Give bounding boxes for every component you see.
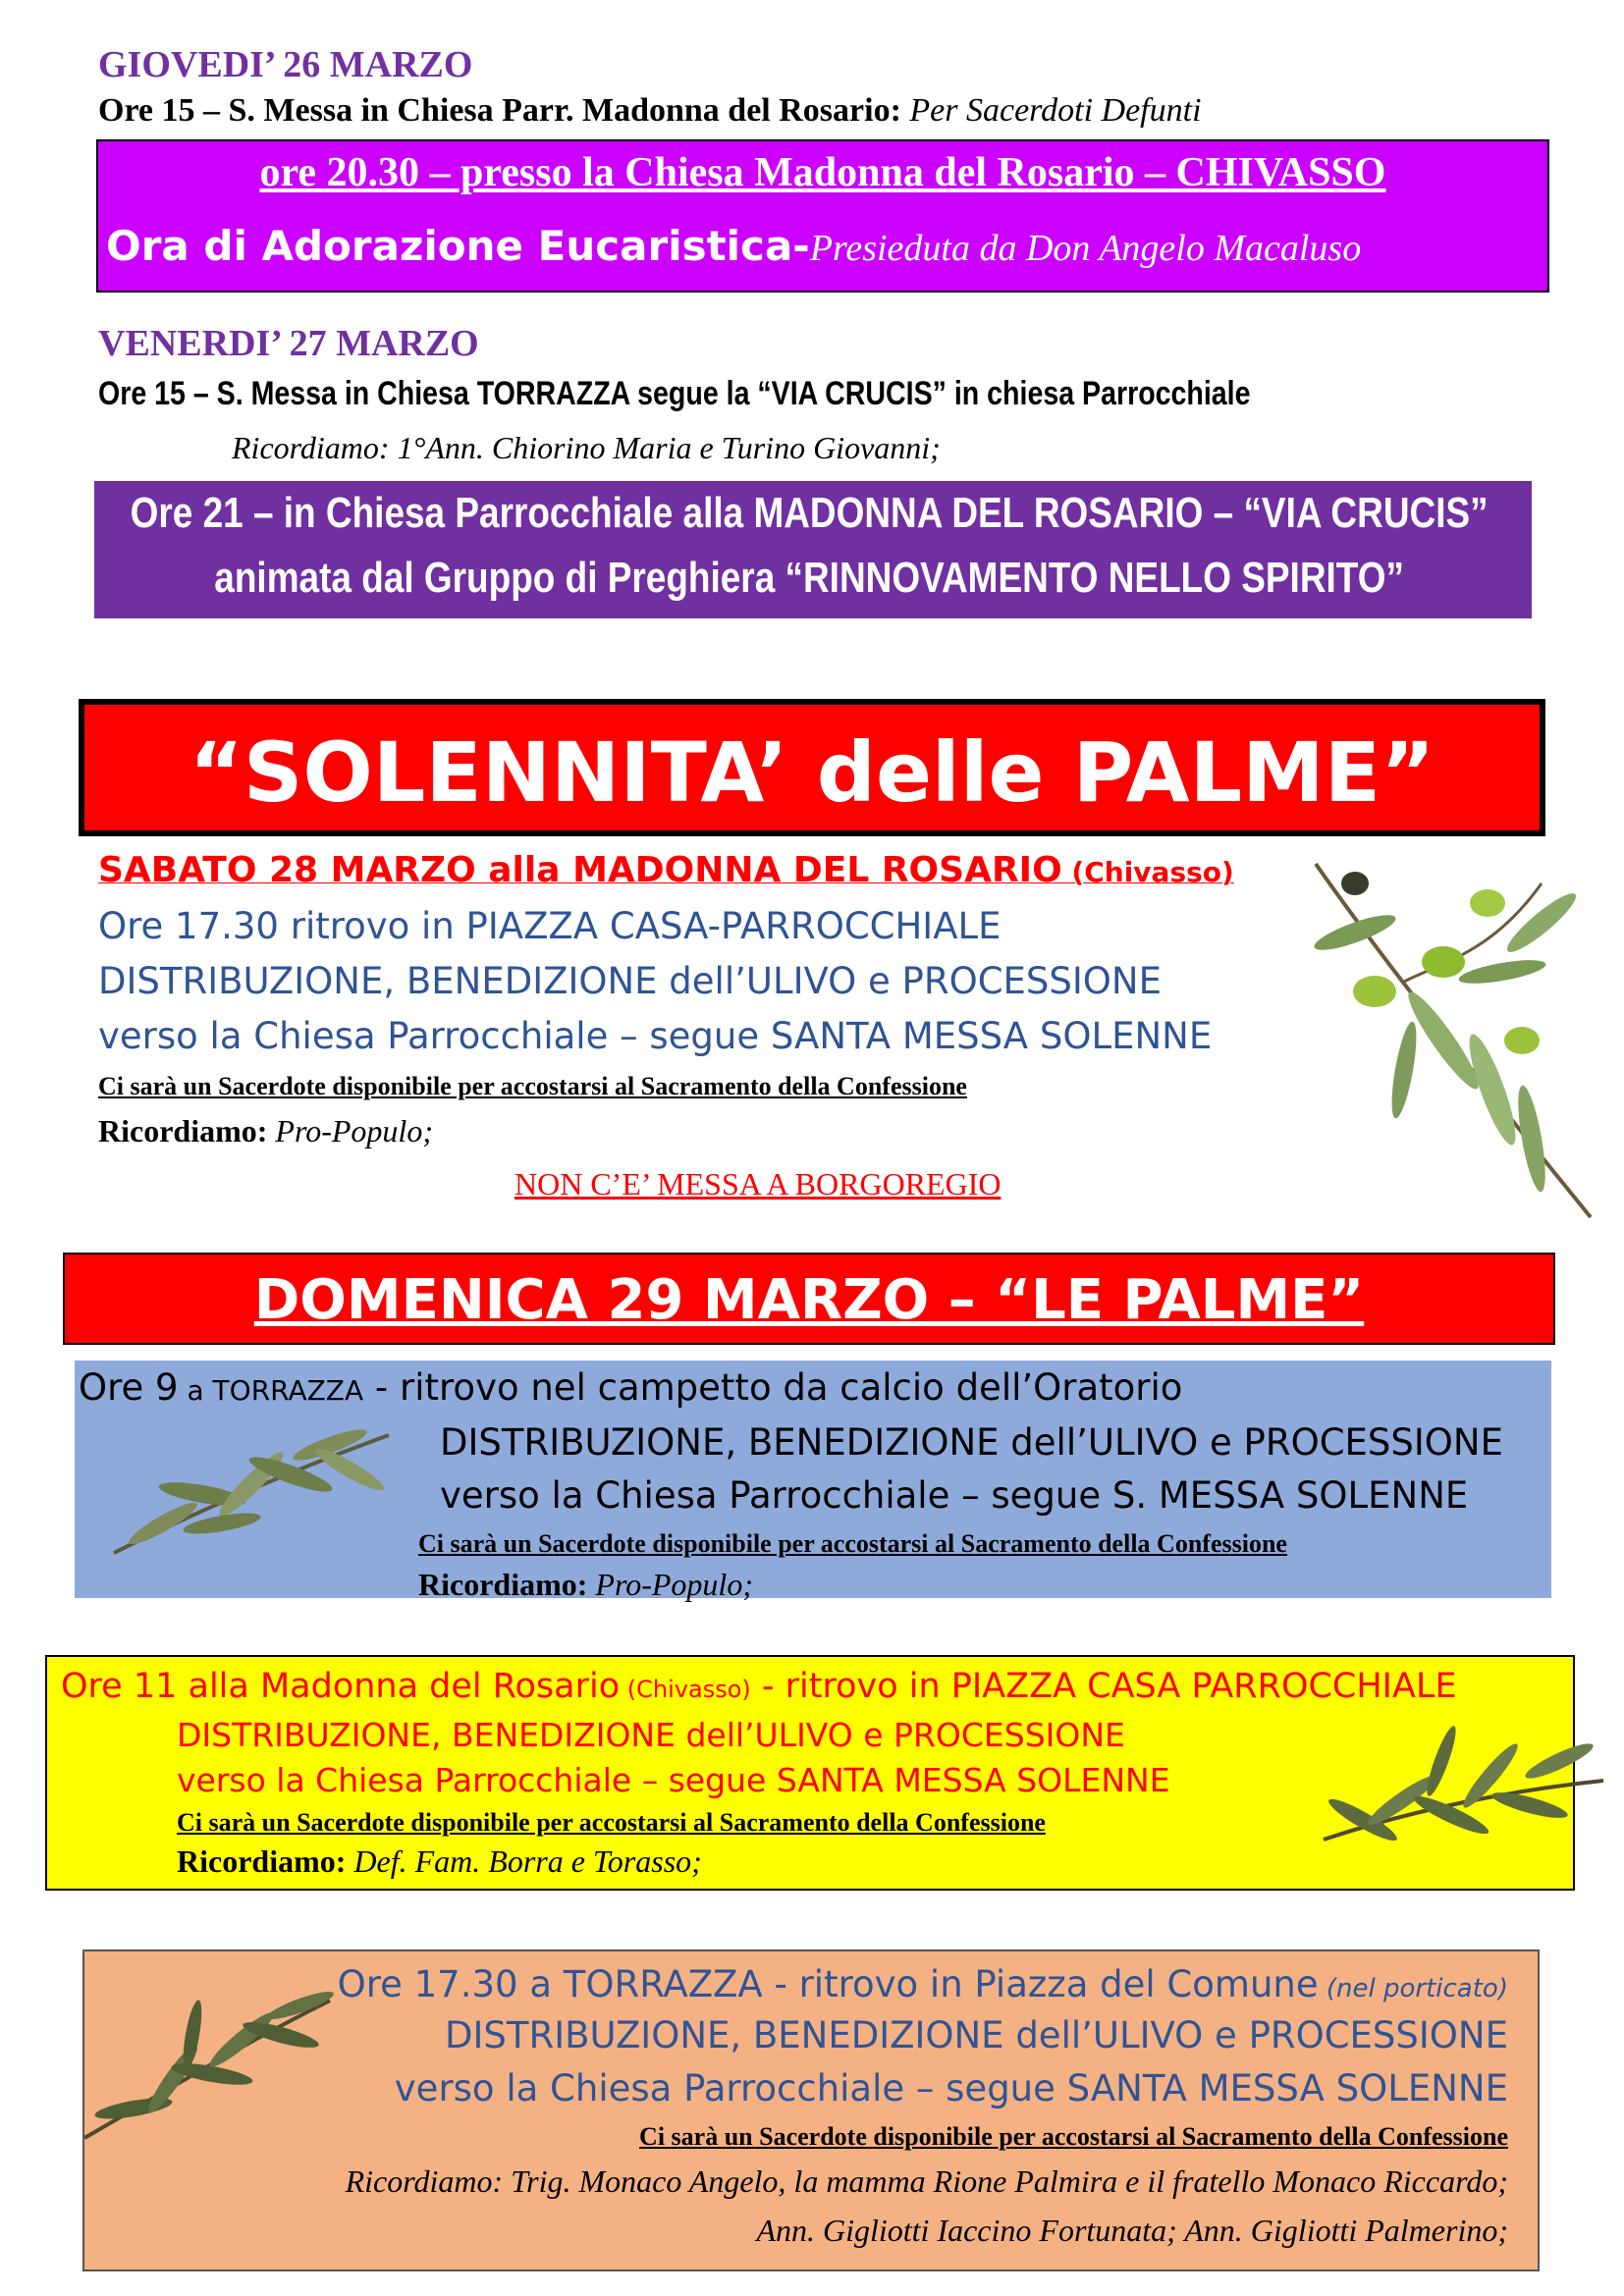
adoration-time-line: ore 20.30 – presso la Chiesa Madonna del Rosario – CHIVASSO — [259, 150, 1386, 195]
sabato-confession: Ci sarà un Sacerdote disponibile per accostarsi al Sacramento della Confessione — [98, 1072, 967, 1100]
via-crucis-line1: Ore 21 – in Chiesa Parrocchiale alla MADONNA DEL ROSARIO – “VIA CRUCIS” — [130, 489, 1489, 537]
giovedi-mass-text: Ore 15 – S. Messa in Chiesa Parr. Madonna del Rosario: — [98, 92, 901, 129]
torrazza-9-box — [75, 1361, 1551, 1602]
torrazza-1730-box — [82, 1949, 1540, 2271]
solennita-banner — [79, 699, 1545, 836]
rosario-11-line1 — [61, 1667, 1457, 1706]
via-crucis-box — [94, 481, 1532, 618]
sabato-ricordiamo — [98, 1113, 433, 1149]
torrazza-9-line1 — [79, 1366, 1182, 1409]
torrazza-9-ricordiamo-text: Pro-Populo; — [587, 1567, 753, 1602]
sabato-line2: DISTRIBUZIONE, BENEDIZIONE dell’ULIVO e PROCESSIONE — [98, 960, 1162, 1002]
torrazza-1730-porch: (nel porticato) — [1318, 1974, 1508, 2003]
adoration-title: Ora di Adorazione Eucaristica- — [106, 222, 810, 270]
sabato-heading-main: SABATO 28 MARZO alla MADONNA DEL ROSARIO — [98, 850, 1062, 890]
olive-branch-icon — [104, 1415, 399, 1563]
adoration-presider: Presieduta da Don Angelo Macaluso — [809, 228, 1362, 269]
sabato-heading-place: (Chivasso) — [1061, 856, 1234, 888]
sabato-heading — [98, 850, 1234, 890]
torrazza-9-line2: DISTRIBUZIONE, BENEDIZIONE dell’ULIVO e PROCESSIONE — [440, 1421, 1503, 1464]
torrazza-1730-line2: DISTRIBUZIONE, BENEDIZIONE dell’ULIVO e PROCESSIONE — [445, 2014, 1508, 2056]
rosario-11-ricordiamo — [177, 1843, 702, 1880]
olive-branch-icon — [1314, 1722, 1608, 1869]
giovedi-heading: GIOVEDI’ 26 MARZO — [98, 44, 473, 85]
rosario-11-box — [45, 1655, 1575, 1891]
via-crucis-line2: animata dal Gruppo di Preghiera “RINNOVAMENTO NELLO SPIRITO” — [214, 554, 1404, 602]
torrazza-9-time: Ore 9 — [79, 1366, 179, 1409]
sabato-ricordiamo-text: Pro-Populo; — [267, 1113, 433, 1148]
rosario-11-meet: - ritrovo in PIAZZA CASA PARROCCHIALE — [750, 1667, 1457, 1706]
giovedi-mass-intention: Per Sacerdoti Defunti — [900, 92, 1202, 129]
rosario-11-time: Ore 11 alla Madonna del Rosario — [61, 1667, 621, 1706]
torrazza-1730-ricordiamo2: Ann. Gigliotti Iaccino Fortunata; Ann. Gigliotti Palmerino; — [756, 2213, 1508, 2248]
torrazza-1730-confession: Ci sarà un Sacerdote disponibile per accostarsi al Sacramento della Confessione — [639, 2122, 1508, 2151]
torrazza-9-confession: Ci sarà un Sacerdote disponibile per accostarsi al Sacramento della Confessione — [418, 1529, 1287, 1558]
sabato-line3: verso la Chiesa Parrocchiale – segue SANTA MESSA SOLENNE — [98, 1015, 1213, 1057]
torrazza-1730-line1 — [338, 1963, 1508, 2005]
torrazza-9-ricordiamo-label: Ricordiamo: — [418, 1567, 588, 1602]
rosario-11-line3: verso la Chiesa Parrocchiale – segue SANTA MESSA SOLENNE — [177, 1761, 1170, 1799]
torrazza-9-meet: - ritrovo nel campetto da calcio dell’Oratorio — [363, 1366, 1183, 1409]
olive-branch-icon — [84, 1981, 340, 2148]
domenica-title: DOMENICA 29 MARZO – “LE PALME” — [253, 1268, 1365, 1332]
venerdi-heading: VENERDI’ 27 MARZO — [98, 323, 479, 364]
torrazza-1730-line3: verso la Chiesa Parrocchiale – segue SANTA MESSA SOLENNE — [394, 2067, 1508, 2109]
borgoregio-notice: NON C’E’ MESSA A BORGOREGIO — [514, 1166, 1001, 1201]
domenica-banner — [63, 1253, 1555, 1345]
rosario-11-confession: Ci sarà un Sacerdote disponibile per accostarsi al Sacramento della Confessione — [177, 1808, 1046, 1837]
torrazza-9-line3: verso la Chiesa Parrocchiale – segue S. MESSA SOLENNE — [440, 1474, 1469, 1517]
venerdi-ricordiamo: Ricordiamo: 1°Ann. Chiorino Maria e Turino Giovanni; — [232, 430, 941, 465]
rosario-11-line2: DISTRIBUZIONE, BENEDIZIONE dell’ULIVO e PROCESSIONE — [177, 1716, 1125, 1754]
giovedi-mass-line — [98, 92, 1202, 130]
adoration-box — [96, 139, 1549, 293]
torrazza-9-place: a TORRAZZA — [178, 1374, 364, 1407]
olive-branch-icon — [1296, 844, 1610, 1227]
rosario-11-ricordiamo-text: Def. Fam. Borra e Torasso; — [346, 1843, 702, 1879]
rosario-11-ricordiamo-label: Ricordiamo: — [177, 1843, 347, 1879]
sabato-ricordiamo-label: Ricordiamo: — [98, 1113, 268, 1148]
torrazza-9-ricordiamo — [418, 1567, 753, 1603]
torrazza-1730-ricordiamo1: Ricordiamo: Trig. Monaco Angelo, la mamma Rione Palmira e il fratello Monaco Riccardo; — [345, 2163, 1508, 2199]
torrazza-1730-meet: Ore 17.30 a TORRAZZA - ritrovo in Piazza del Comune — [337, 1963, 1319, 2005]
sabato-line1: Ore 17.30 ritrovo in PIAZZA CASA-PARROCCHIALE — [98, 905, 1001, 947]
venerdi-mass-line: Ore 15 – S. Messa in Chiesa TORRAZZA segue la “VIA CRUCIS” in chiesa Parrocchiale — [98, 375, 1251, 412]
solennita-title: “SOLENNITA’ delle PALME” — [189, 724, 1435, 821]
adoration-title-line — [106, 222, 1361, 270]
rosario-11-place: (Chivasso) — [620, 1676, 751, 1703]
